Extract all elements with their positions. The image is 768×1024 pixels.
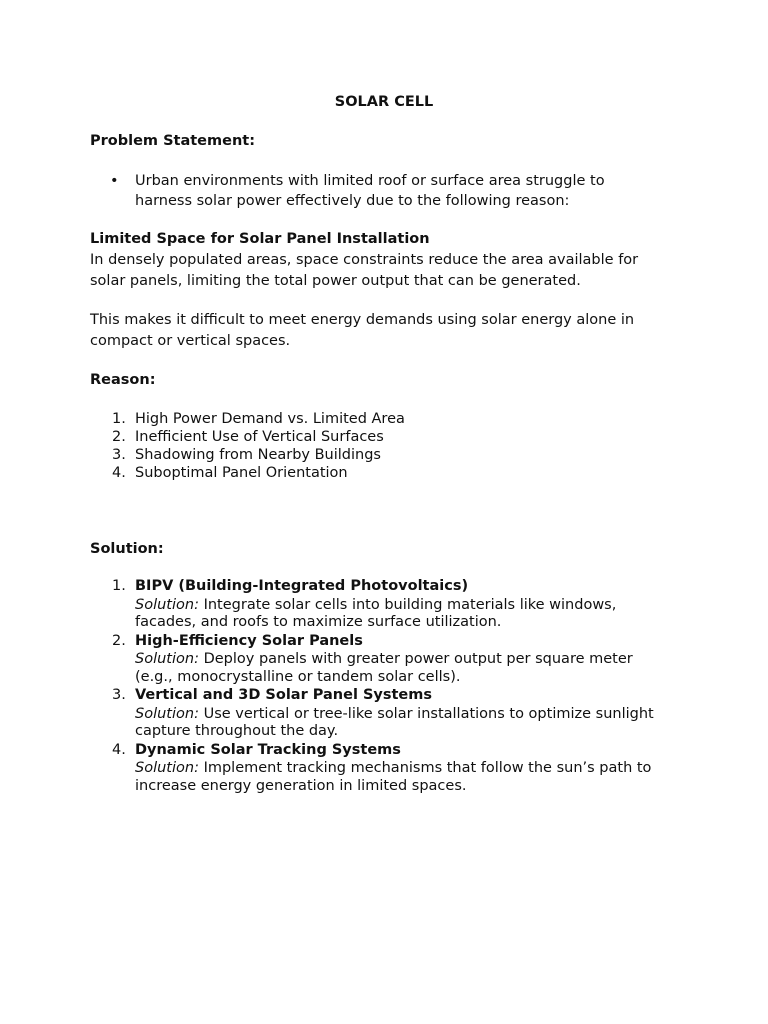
- solution-description-line: facades, and roofs to maximize surface utilization.: [135, 614, 502, 630]
- paragraph-line: In densely populated areas, space constraints reduce the area available for: [90, 252, 639, 268]
- reason-item: Suboptimal Panel Orientation: [135, 465, 348, 481]
- solution-description-line: increase energy generation in limited spaces.: [135, 778, 467, 794]
- list-item-number: 3.: [112, 687, 126, 703]
- solution-label: Solution:: [135, 597, 199, 613]
- paragraph-line: solar panels, limiting the total power output that can be generated.: [90, 273, 581, 289]
- solution-text: Integrate solar cells into building materials like windows,: [198, 597, 617, 613]
- list-item-number: 4.: [112, 742, 126, 758]
- solution-text: Deploy panels with greater power output per square meter: [198, 651, 633, 667]
- paragraph-line: compact or vertical spaces.: [90, 333, 291, 349]
- solution-description-line: [135, 705, 654, 723]
- solution-title: Vertical and 3D Solar Panel Systems: [135, 687, 433, 703]
- reason-item: Inefficient Use of Vertical Surfaces: [135, 429, 384, 445]
- list-item-number: 1.: [112, 578, 126, 594]
- solution-description-line: [135, 596, 616, 614]
- solution-text: Implement tracking mechanisms that follow the sun’s path to: [198, 760, 652, 776]
- solution-description-line: capture throughout the day.: [135, 723, 339, 739]
- solution-title: BIPV (Building-Integrated Photovoltaics): [135, 578, 469, 594]
- limited-space-subheading: Limited Space for Solar Panel Installation: [90, 231, 430, 247]
- reason-item: Shadowing from Nearby Buildings: [135, 447, 381, 463]
- solution-heading: Solution:: [90, 541, 164, 557]
- problem-statement-heading: Problem Statement:: [90, 133, 256, 149]
- solution-title: Dynamic Solar Tracking Systems: [135, 742, 401, 758]
- paragraph-line: This makes it difficult to meet energy demands using solar energy alone in: [90, 312, 635, 328]
- list-item-number: 3.: [112, 447, 126, 463]
- solution-description-line: [135, 759, 651, 777]
- solution-text: Use vertical or tree-like solar installations to optimize sunlight: [198, 706, 654, 722]
- list-item-number: 2.: [112, 429, 126, 445]
- solution-description-line: [135, 650, 633, 668]
- solution-title: High-Efficiency Solar Panels: [135, 633, 363, 649]
- list-item-number: 2.: [112, 633, 126, 649]
- bullet-symbol: •: [110, 173, 119, 189]
- bullet-text-line: harness solar power effectively due to the following reason:: [135, 193, 570, 209]
- list-item-number: 4.: [112, 465, 126, 481]
- solution-label: Solution:: [135, 651, 199, 667]
- reason-item: High Power Demand vs. Limited Area: [135, 411, 405, 427]
- list-item-number: 1.: [112, 411, 126, 427]
- solution-label: Solution:: [135, 706, 199, 722]
- solution-label: Solution:: [135, 760, 199, 776]
- reason-heading: Reason:: [90, 372, 156, 388]
- document-title: SOLAR CELL: [334, 94, 434, 110]
- bullet-text-line: Urban environments with limited roof or surface area struggle to: [135, 173, 605, 189]
- solution-description-line: (e.g., monocrystalline or tandem solar cells).: [135, 669, 461, 685]
